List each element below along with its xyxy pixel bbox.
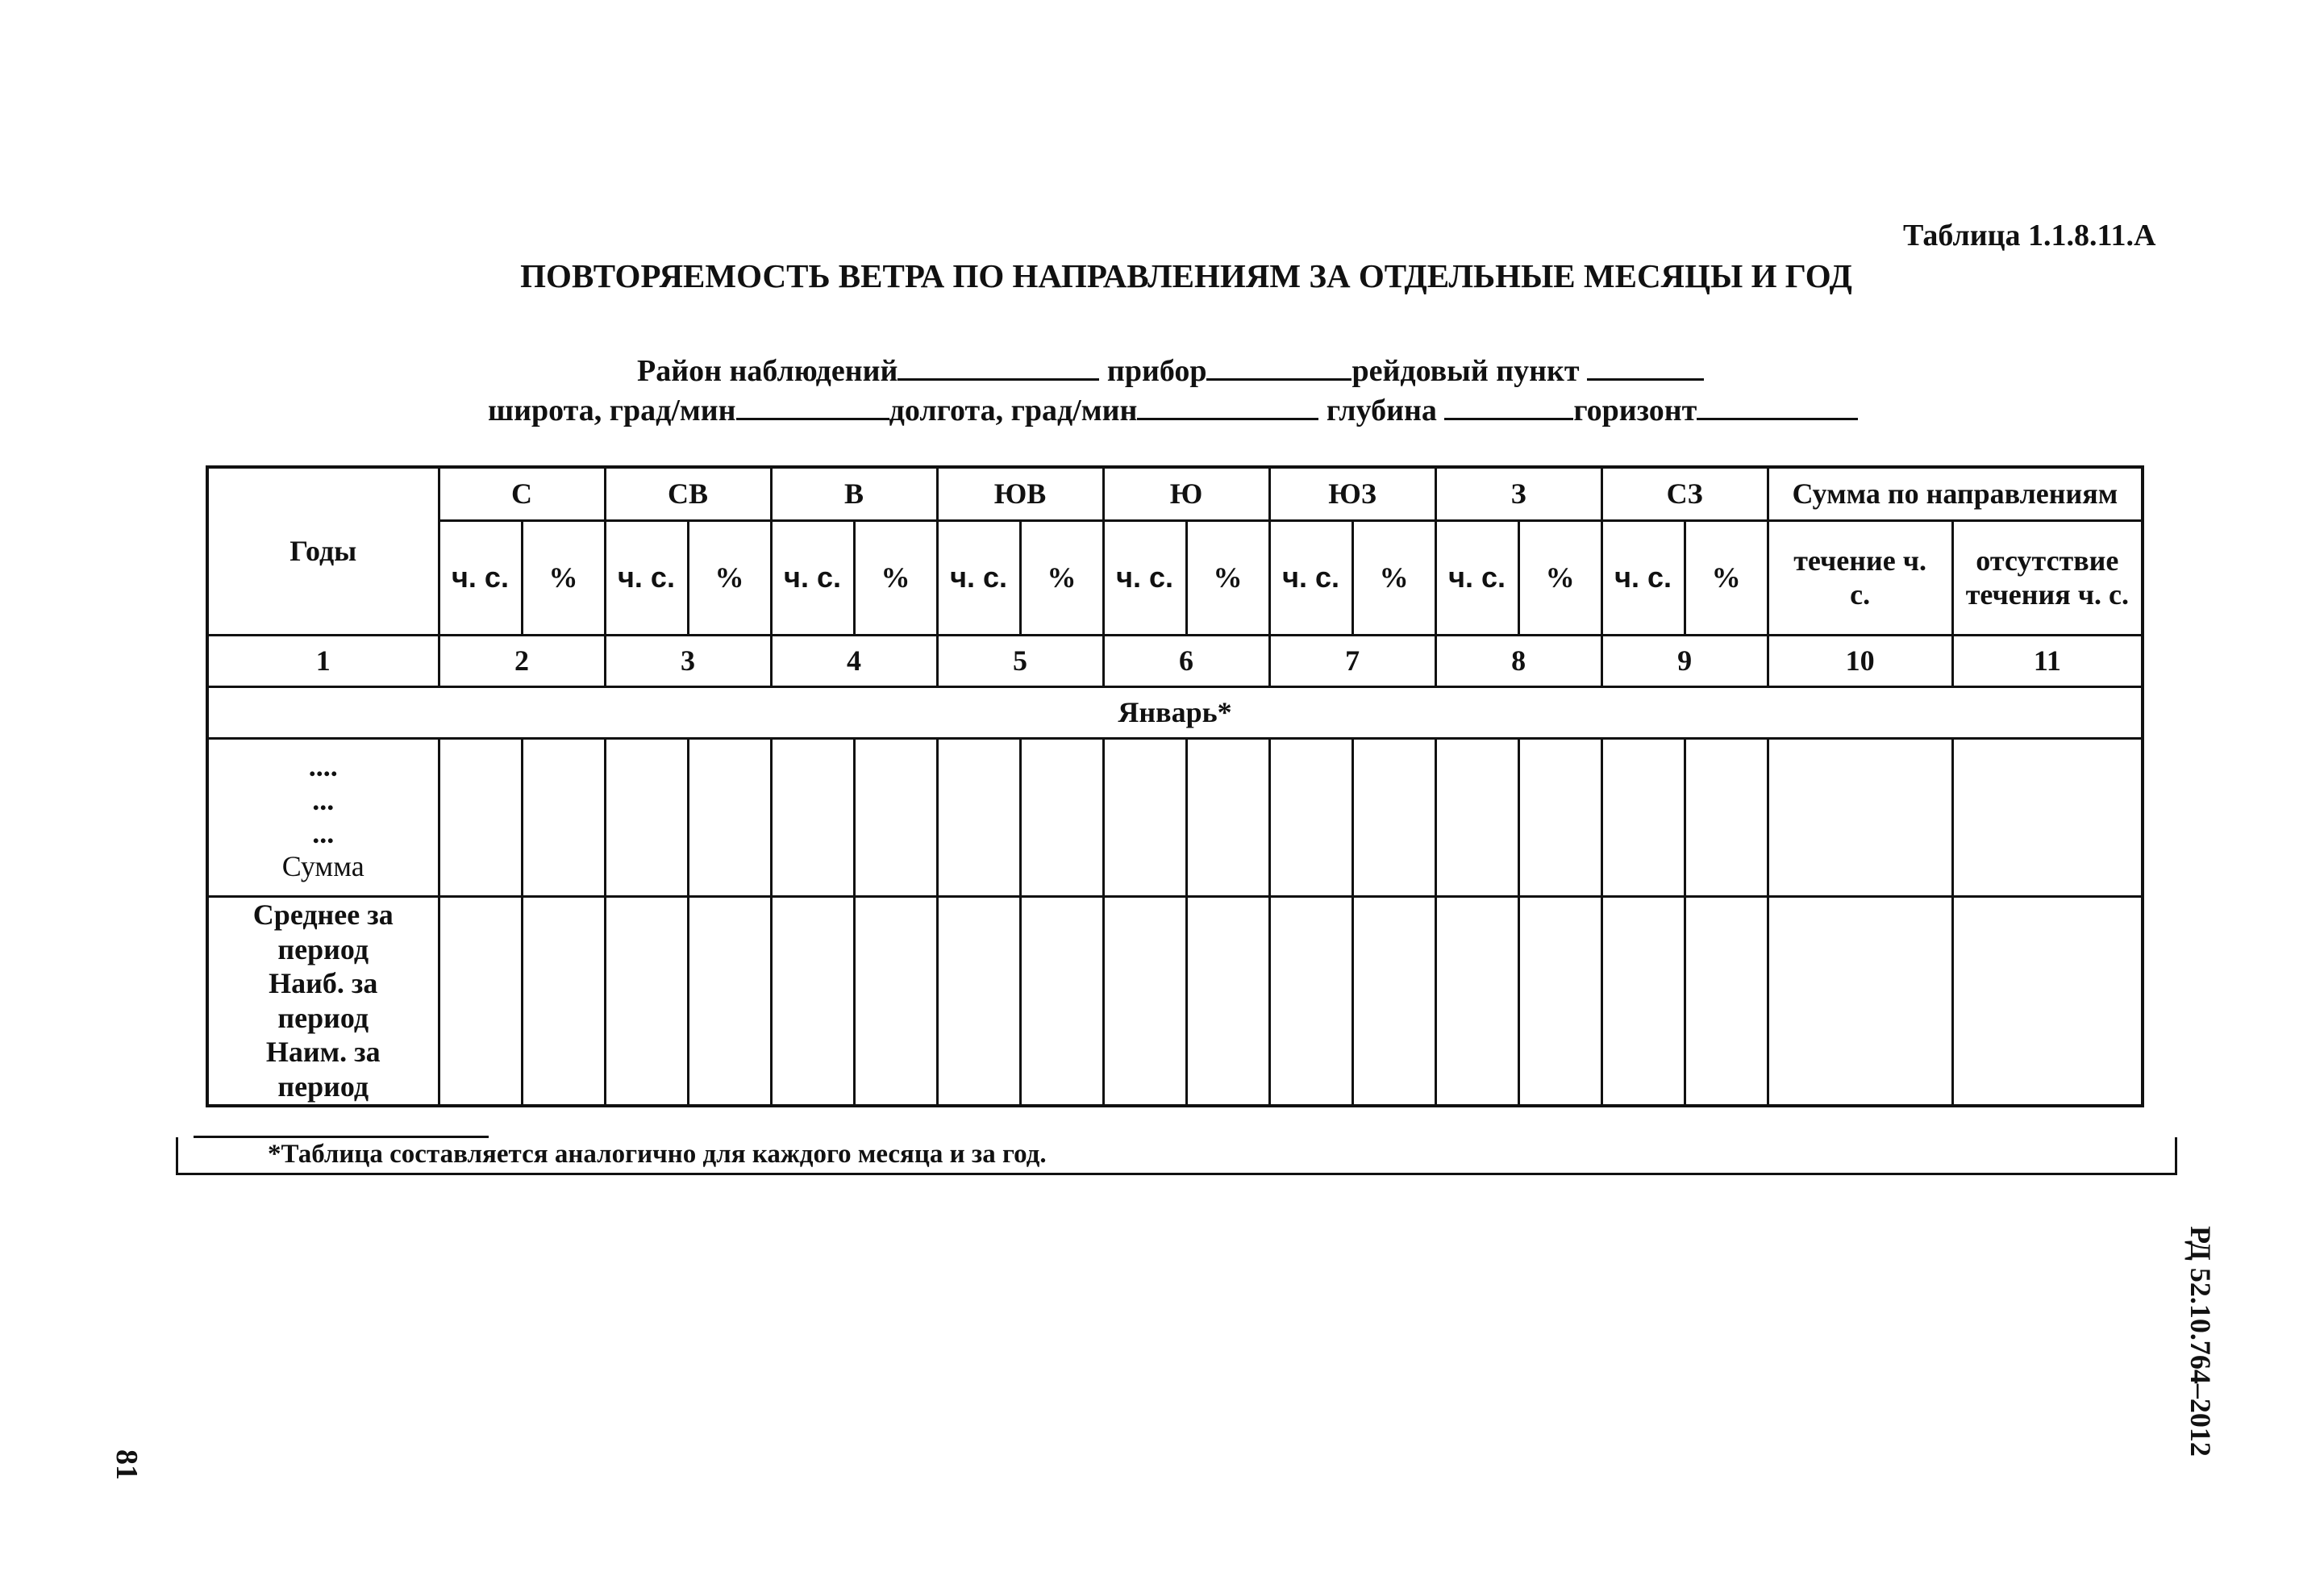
footnote: *Таблица составляется аналогично для каждого месяца и за год. (268, 1140, 1047, 1169)
sum-header: Сумма по направлениям (1768, 467, 2143, 520)
data-cell[interactable] (688, 896, 771, 1106)
years-rows-label (207, 738, 439, 896)
direction-header: С (439, 467, 605, 520)
direction-header: ЮВ (937, 467, 1103, 520)
data-cell[interactable] (522, 896, 605, 1106)
data-cell[interactable] (1186, 896, 1269, 1106)
data-cell[interactable] (605, 896, 688, 1106)
stats-label (207, 896, 439, 1106)
device-field[interactable] (1206, 354, 1352, 381)
data-cell[interactable] (1020, 896, 1103, 1106)
area-label: Район наблюдений (637, 354, 898, 388)
direction-header: СЗ (1601, 467, 1768, 520)
hours-subheader: ч. с. (937, 520, 1020, 635)
data-cell[interactable] (1103, 738, 1186, 896)
data-cell[interactable] (1352, 896, 1435, 1106)
data-cell[interactable] (854, 738, 937, 896)
page-title: ПОВТОРЯЕМОСТЬ ВЕТРА ПО НАПРАВЛЕНИЯМ ЗА ОТДЕЛЬНЫЕ МЕСЯЦЫ И ГОД (520, 257, 1852, 294)
wind-frequency-table (206, 465, 2144, 1107)
horizon-label: горизонт (1573, 394, 1697, 427)
column-number: 6 (1103, 635, 1269, 686)
table-number: Таблица 1.1.8.11.А (1903, 219, 2156, 252)
depth-label: глубина (1326, 394, 1437, 427)
current-header: течение ч. с. (1768, 520, 1952, 635)
depth-field[interactable] (1444, 394, 1573, 420)
longitude-field[interactable] (1137, 394, 1318, 420)
data-cell[interactable] (1768, 896, 1952, 1106)
data-cell[interactable] (1952, 896, 2143, 1106)
direction-header: СВ (605, 467, 771, 520)
hours-subheader: ч. с. (605, 520, 688, 635)
stat-max-label: Наиб. за период (269, 967, 378, 1034)
data-cell[interactable] (1352, 738, 1435, 896)
hours-subheader: ч. с. (1103, 520, 1186, 635)
hours-subheader: ч. с. (439, 520, 522, 635)
column-number: 11 (1952, 635, 2143, 686)
data-cell[interactable] (1435, 896, 1518, 1106)
percent-subheader: % (1020, 520, 1103, 635)
meta-line-1 (637, 353, 1704, 389)
month-label: Январь* (207, 686, 2143, 738)
roadstead-field[interactable] (1587, 354, 1704, 381)
column-number: 5 (937, 635, 1103, 686)
page-number: 81 (110, 1449, 144, 1480)
direction-header: ЮЗ (1269, 467, 1435, 520)
data-cell[interactable] (1269, 896, 1352, 1106)
stat-min-label: Наим. за период (265, 1036, 381, 1103)
percent-subheader: % (1685, 520, 1768, 635)
hours-subheader: ч. с. (1435, 520, 1518, 635)
data-cell[interactable] (1518, 896, 1601, 1106)
percent-subheader: % (1186, 520, 1269, 635)
row-placeholder: ... (312, 783, 335, 816)
column-number: 4 (771, 635, 937, 686)
data-cell[interactable] (688, 738, 771, 896)
data-cell[interactable] (937, 896, 1020, 1106)
data-cell[interactable] (1952, 738, 2143, 896)
sum-row-label: Сумма (281, 850, 364, 883)
data-cell[interactable] (605, 738, 688, 896)
horizon-field[interactable] (1697, 394, 1858, 420)
data-cell[interactable] (1103, 896, 1186, 1106)
column-number: 1 (207, 635, 439, 686)
data-cell[interactable] (771, 738, 854, 896)
column-number: 7 (1269, 635, 1435, 686)
column-number: 9 (1601, 635, 1768, 686)
row-placeholder: ... (312, 817, 335, 849)
data-cell[interactable] (1518, 738, 1601, 896)
device-label: прибор (1106, 354, 1207, 388)
percent-subheader: % (1352, 520, 1435, 635)
column-number: 3 (605, 635, 771, 686)
meta-line-2 (488, 393, 1858, 428)
data-cell[interactable] (439, 896, 522, 1106)
no-current-header: отсутствие течения ч. с. (1952, 520, 2143, 635)
hours-subheader: ч. с. (771, 520, 854, 635)
years-header: Годы (207, 467, 439, 635)
data-cell[interactable] (937, 738, 1020, 896)
data-cell[interactable] (1685, 738, 1768, 896)
area-field[interactable] (898, 354, 1099, 381)
data-cell[interactable] (854, 896, 937, 1106)
direction-header: З (1435, 467, 1601, 520)
longitude-label: долгота, град/мин (889, 394, 1138, 427)
data-cell[interactable] (1601, 896, 1685, 1106)
percent-subheader: % (522, 520, 605, 635)
hours-subheader: ч. с. (1269, 520, 1352, 635)
column-number: 10 (1768, 635, 1952, 686)
data-cell[interactable] (439, 738, 522, 896)
data-cell[interactable] (1685, 896, 1768, 1106)
data-cell[interactable] (1269, 738, 1352, 896)
percent-subheader: % (688, 520, 771, 635)
stat-mean-label: Среднее за период (252, 899, 394, 965)
column-number: 2 (439, 635, 605, 686)
data-cell[interactable] (1020, 738, 1103, 896)
data-cell[interactable] (1768, 738, 1952, 896)
roadstead-label: рейдовый пункт (1352, 354, 1580, 388)
direction-header: Ю (1103, 467, 1269, 520)
data-cell[interactable] (1186, 738, 1269, 896)
latitude-label: широта, град/мин (488, 394, 736, 427)
document-code: РД 52.10.764–2012 (2184, 1226, 2217, 1457)
row-placeholder: .... (308, 750, 338, 783)
percent-subheader: % (854, 520, 937, 635)
hours-subheader: ч. с. (1601, 520, 1685, 635)
percent-subheader: % (1518, 520, 1601, 635)
latitude-field[interactable] (736, 394, 889, 420)
data-cell[interactable] (522, 738, 605, 896)
direction-header: В (771, 467, 937, 520)
column-number: 8 (1435, 635, 1601, 686)
data-cell[interactable] (771, 896, 854, 1106)
data-cell[interactable] (1601, 738, 1685, 896)
data-cell[interactable] (1435, 738, 1518, 896)
